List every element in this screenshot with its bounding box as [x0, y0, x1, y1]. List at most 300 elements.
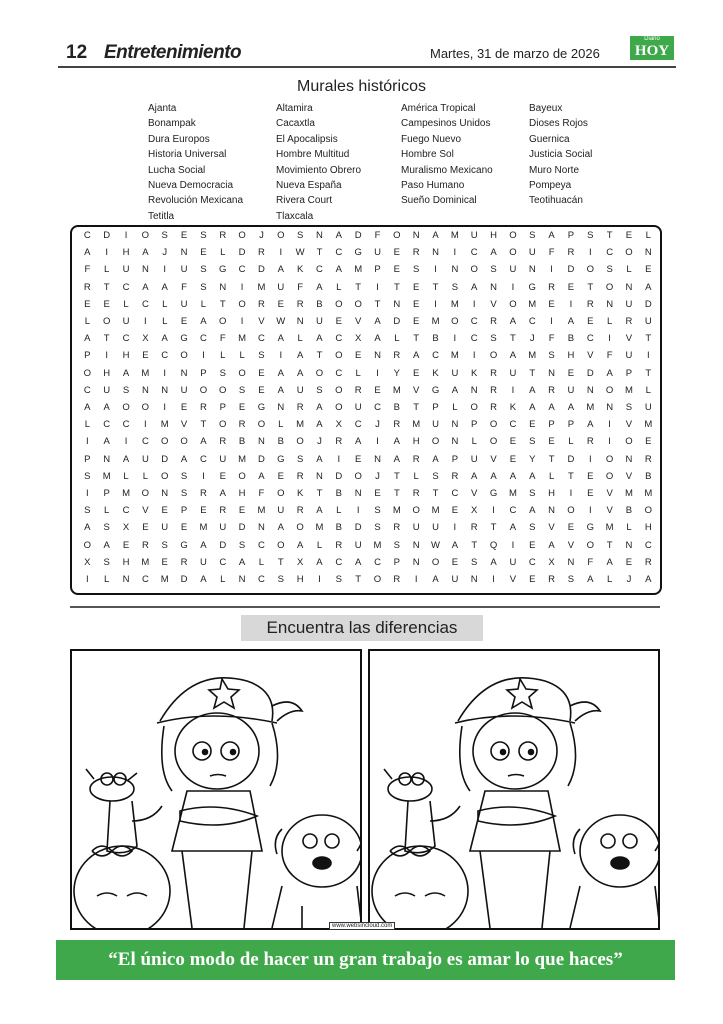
letter-cell[interactable]: L — [606, 316, 613, 327]
letter-cell[interactable]: F — [606, 350, 613, 362]
letter-cell[interactable]: A — [335, 264, 342, 276]
letter-cell[interactable]: N — [567, 556, 575, 568]
letter-cell[interactable]: S — [296, 453, 304, 465]
letter-cell[interactable]: M — [528, 298, 537, 310]
letter-cell[interactable]: C — [122, 505, 130, 517]
letter-cell[interactable]: I — [511, 384, 515, 396]
letter-cell[interactable]: M — [354, 264, 363, 276]
letter-cell[interactable]: D — [354, 230, 362, 241]
letter-cell[interactable]: M — [528, 350, 537, 362]
letter-cell[interactable]: O — [605, 453, 614, 465]
letter-cell[interactable]: O — [354, 470, 362, 482]
letter-cell[interactable]: R — [412, 488, 420, 499]
letter-cell[interactable]: A — [393, 436, 401, 448]
letter-cell[interactable]: A — [471, 281, 478, 293]
letter-cell[interactable]: R — [335, 436, 343, 448]
letter-cell[interactable]: T — [316, 247, 323, 259]
letter-cell[interactable]: U — [644, 316, 652, 327]
letter-cell[interactable]: E — [451, 556, 459, 568]
letter-cell[interactable]: O — [393, 230, 401, 241]
letter-cell[interactable]: A — [393, 453, 401, 465]
letter-cell[interactable]: M — [450, 298, 459, 310]
letter-cell[interactable]: L — [278, 419, 284, 431]
letter-cell[interactable]: A — [432, 453, 439, 465]
letter-cell[interactable]: A — [84, 522, 91, 534]
letter-cell[interactable]: A — [490, 556, 497, 568]
letter-cell[interactable]: U — [451, 367, 459, 379]
letter-cell[interactable]: R — [567, 247, 575, 259]
letter-cell[interactable]: T — [355, 574, 362, 585]
letter-cell[interactable]: T — [606, 230, 613, 241]
letter-cell[interactable]: N — [548, 505, 556, 517]
letter-cell[interactable]: H — [412, 436, 420, 448]
letter-cell[interactable]: I — [608, 436, 611, 448]
letter-cell[interactable]: C — [374, 402, 381, 413]
letter-cell[interactable]: I — [453, 522, 457, 534]
letter-cell[interactable]: I — [492, 574, 495, 585]
letter-cell[interactable]: C — [141, 436, 149, 448]
letter-cell[interactable]: S — [103, 522, 110, 534]
letter-cell[interactable]: F — [84, 264, 91, 276]
letter-cell[interactable]: B — [393, 402, 401, 413]
letter-cell[interactable]: N — [490, 281, 497, 293]
letter-cell[interactable]: G — [180, 333, 188, 345]
letter-cell[interactable]: V — [490, 298, 497, 310]
letter-cell[interactable]: N — [258, 522, 265, 534]
letter-cell[interactable]: X — [122, 522, 130, 534]
letter-cell[interactable]: O — [509, 230, 517, 241]
letter-cell[interactable]: S — [180, 470, 188, 482]
letter-cell[interactable]: P — [451, 453, 459, 465]
letter-cell[interactable]: A — [606, 556, 613, 568]
letter-cell[interactable]: K — [471, 367, 478, 379]
letter-cell[interactable]: E — [84, 298, 91, 310]
letter-cell[interactable]: R — [199, 488, 207, 499]
letter-cell[interactable]: A — [316, 453, 323, 465]
letter-cell[interactable]: O — [335, 350, 343, 362]
letter-cell[interactable]: T — [393, 470, 400, 482]
letter-cell[interactable]: I — [86, 436, 89, 448]
letter-cell[interactable]: S — [625, 402, 633, 413]
letter-cell[interactable]: I — [240, 281, 244, 293]
letter-cell[interactable]: E — [238, 402, 246, 413]
letter-cell[interactable]: R — [644, 453, 652, 465]
letter-cell[interactable]: A — [200, 574, 207, 585]
letter-cell[interactable]: O — [586, 264, 594, 276]
letter-cell[interactable]: L — [239, 350, 245, 362]
letter-cell[interactable]: A — [277, 264, 284, 276]
letter-cell[interactable]: M — [102, 470, 111, 482]
letter-cell[interactable]: C — [103, 419, 111, 431]
letter-cell[interactable]: N — [470, 574, 478, 585]
letter-cell[interactable]: N — [451, 419, 459, 431]
letter-cell[interactable]: N — [606, 402, 614, 413]
letter-cell[interactable]: N — [432, 247, 439, 259]
letter-cell[interactable]: C — [335, 247, 343, 259]
letter-cell[interactable]: E — [393, 264, 401, 276]
letter-cell[interactable]: N — [141, 384, 149, 396]
letter-cell[interactable]: P — [200, 367, 207, 379]
letter-cell[interactable]: R — [490, 316, 497, 327]
letter-cell[interactable]: O — [625, 247, 633, 259]
letter-cell[interactable]: E — [529, 539, 536, 551]
letter-cell[interactable]: T — [316, 350, 323, 362]
letter-cell[interactable]: A — [529, 384, 536, 396]
letter-cell[interactable]: J — [259, 230, 264, 241]
letter-cell[interactable]: P — [84, 453, 91, 465]
letter-cell[interactable]: C — [606, 247, 614, 259]
letter-cell[interactable]: A — [316, 281, 323, 293]
letter-cell[interactable]: O — [238, 230, 246, 241]
letter-cell[interactable]: J — [375, 419, 380, 431]
letter-cell[interactable]: U — [277, 281, 285, 293]
letter-cell[interactable]: O — [489, 419, 498, 431]
letter-cell[interactable]: E — [645, 264, 652, 276]
letter-cell[interactable]: A — [316, 402, 323, 413]
letter-cell[interactable]: E — [103, 298, 110, 310]
letter-cell[interactable]: U — [122, 316, 130, 327]
letter-cell[interactable]: L — [84, 419, 90, 431]
letter-cell[interactable]: N — [316, 230, 323, 241]
letter-cell[interactable]: N — [122, 574, 130, 585]
letter-cell[interactable]: L — [452, 402, 458, 413]
letter-cell[interactable]: C — [335, 333, 343, 345]
letter-cell[interactable]: C — [122, 419, 130, 431]
letter-cell[interactable]: S — [548, 350, 555, 362]
letter-cell[interactable]: E — [587, 470, 594, 482]
letter-cell[interactable]: I — [163, 264, 167, 276]
letter-cell[interactable]: S — [296, 230, 304, 241]
letter-cell[interactable]: M — [586, 402, 595, 413]
letter-cell[interactable]: A — [180, 453, 188, 465]
letter-cell[interactable]: S — [587, 230, 594, 241]
letter-cell[interactable]: T — [432, 281, 439, 293]
letter-cell[interactable]: O — [431, 436, 440, 448]
letter-cell[interactable]: G — [586, 522, 594, 534]
letter-cell[interactable]: A — [122, 367, 130, 379]
letter-cell[interactable]: N — [374, 453, 381, 465]
letter-cell[interactable]: I — [376, 436, 379, 448]
letter-cell[interactable]: X — [84, 556, 91, 568]
letter-cell[interactable]: I — [163, 402, 167, 413]
letter-cell[interactable]: C — [374, 556, 381, 568]
letter-cell[interactable]: R — [412, 453, 420, 465]
letter-cell[interactable]: R — [393, 350, 401, 362]
letter-cell[interactable]: O — [219, 384, 227, 396]
letter-cell[interactable]: I — [105, 247, 108, 259]
letter-cell[interactable]: L — [568, 436, 574, 448]
letter-cell[interactable]: E — [509, 436, 517, 448]
letter-cell[interactable]: S — [103, 556, 110, 568]
letter-cell[interactable]: E — [509, 453, 517, 465]
letter-cell[interactable]: A — [432, 230, 439, 241]
letter-cell[interactable]: B — [277, 436, 284, 448]
letter-cell[interactable]: O — [238, 470, 246, 482]
letter-cell[interactable]: I — [588, 505, 592, 517]
letter-cell[interactable]: R — [180, 556, 188, 568]
letter-cell[interactable]: L — [471, 436, 477, 448]
letter-cell[interactable]: A — [316, 505, 323, 517]
letter-cell[interactable]: D — [103, 230, 111, 241]
letter-cell[interactable]: L — [645, 384, 651, 396]
letter-cell[interactable]: S — [161, 230, 168, 241]
letter-cell[interactable]: A — [490, 470, 497, 482]
letter-cell[interactable]: S — [200, 230, 207, 241]
letter-cell[interactable]: C — [258, 333, 265, 345]
letter-cell[interactable]: I — [588, 247, 592, 259]
letter-cell[interactable]: S — [471, 556, 478, 568]
letter-cell[interactable]: A — [84, 402, 91, 413]
letter-cell[interactable]: S — [219, 367, 226, 379]
letter-cell[interactable]: E — [587, 488, 594, 499]
letter-cell[interactable]: N — [606, 298, 614, 310]
letter-cell[interactable]: C — [470, 333, 478, 345]
letter-cell[interactable]: N — [412, 556, 420, 568]
letter-cell[interactable]: E — [161, 556, 168, 568]
letter-cell[interactable]: B — [316, 298, 323, 310]
letter-cell[interactable]: P — [180, 505, 188, 517]
letter-cell[interactable]: O — [489, 436, 498, 448]
letter-cell[interactable]: T — [316, 488, 323, 499]
letter-cell[interactable]: S — [374, 522, 381, 534]
letter-cell[interactable]: O — [373, 574, 382, 585]
letter-cell[interactable]: P — [625, 367, 633, 379]
letter-cell[interactable]: D — [258, 264, 265, 276]
letter-cell[interactable]: T — [413, 333, 420, 345]
letter-cell[interactable]: W — [431, 539, 441, 551]
letter-cell[interactable]: A — [374, 333, 381, 345]
letter-cell[interactable]: A — [490, 247, 497, 259]
letter-cell[interactable]: M — [605, 522, 614, 534]
letter-cell[interactable]: T — [490, 522, 497, 534]
letter-cell[interactable]: A — [606, 367, 613, 379]
letter-cell[interactable]: I — [124, 230, 128, 241]
letter-cell[interactable]: N — [161, 488, 169, 499]
letter-cell[interactable]: N — [625, 453, 633, 465]
letter-cell[interactable]: S — [432, 470, 439, 482]
letter-cell[interactable]: M — [431, 316, 440, 327]
letter-cell[interactable]: C — [354, 419, 362, 431]
letter-cell[interactable]: U — [103, 384, 111, 396]
letter-cell[interactable]: U — [644, 402, 652, 413]
letter-cell[interactable]: A — [142, 281, 149, 293]
letter-cell[interactable]: E — [219, 470, 226, 482]
letter-cell[interactable]: I — [240, 316, 244, 327]
letter-cell[interactable]: M — [644, 488, 653, 499]
letter-cell[interactable]: F — [374, 230, 381, 241]
letter-cell[interactable]: A — [200, 316, 207, 327]
letter-cell[interactable]: V — [258, 316, 265, 327]
letter-cell[interactable]: O — [335, 298, 343, 310]
letter-cell[interactable]: D — [161, 453, 169, 465]
letter-cell[interactable]: I — [356, 505, 360, 517]
letter-cell[interactable]: A — [277, 367, 284, 379]
letter-cell[interactable]: S — [413, 264, 420, 276]
letter-cell[interactable]: A — [103, 539, 110, 551]
letter-cell[interactable]: I — [453, 333, 457, 345]
letter-cell[interactable]: H — [296, 574, 304, 585]
letter-cell[interactable]: I — [86, 574, 89, 585]
letter-cell[interactable]: C — [161, 350, 169, 362]
letter-cell[interactable]: S — [84, 505, 91, 517]
letter-cell[interactable]: C — [451, 488, 459, 499]
letter-cell[interactable]: U — [412, 522, 420, 534]
letter-cell[interactable]: K — [432, 367, 439, 379]
letter-cell[interactable]: C — [83, 230, 91, 241]
letter-cell[interactable]: E — [587, 316, 594, 327]
letter-cell[interactable]: F — [258, 488, 265, 499]
letter-cell[interactable]: A — [413, 350, 420, 362]
letter-cell[interactable]: R — [296, 470, 304, 482]
letter-cell[interactable]: I — [646, 350, 650, 362]
letter-cell[interactable]: R — [335, 539, 343, 551]
letter-cell[interactable]: S — [161, 539, 168, 551]
letter-cell[interactable]: M — [625, 384, 633, 396]
letter-cell[interactable]: S — [180, 488, 188, 499]
letter-cell[interactable]: G — [219, 264, 227, 276]
letter-cell[interactable]: N — [161, 384, 169, 396]
letter-cell[interactable]: H — [548, 488, 556, 499]
letter-cell[interactable]: O — [83, 539, 92, 551]
letter-cell[interactable]: C — [219, 556, 227, 568]
letter-cell[interactable]: I — [202, 350, 205, 362]
letter-cell[interactable]: C — [335, 556, 343, 568]
letter-cell[interactable]: N — [548, 367, 556, 379]
letter-cell[interactable]: M — [141, 556, 150, 568]
letter-cell[interactable]: A — [296, 539, 304, 551]
letter-cell[interactable]: O — [489, 350, 498, 362]
letter-cell[interactable]: P — [374, 264, 381, 276]
letter-cell[interactable]: C — [199, 453, 207, 465]
letter-cell[interactable]: I — [202, 470, 205, 482]
letter-cell[interactable]: B — [238, 436, 246, 448]
letter-cell[interactable]: T — [471, 539, 478, 551]
letter-cell[interactable]: M — [450, 350, 459, 362]
letter-cell[interactable]: A — [277, 522, 284, 534]
letter-cell[interactable]: N — [451, 436, 459, 448]
letter-cell[interactable]: Q — [489, 539, 498, 551]
letter-cell[interactable]: T — [393, 281, 400, 293]
letter-cell[interactable]: E — [567, 281, 575, 293]
letter-cell[interactable]: U — [296, 384, 304, 396]
letter-cell[interactable]: L — [336, 281, 342, 293]
letter-cell[interactable]: T — [606, 539, 613, 551]
letter-cell[interactable]: T — [568, 470, 574, 482]
letter-cell[interactable]: N — [412, 539, 420, 551]
letter-cell[interactable]: O — [567, 505, 575, 517]
letter-cell[interactable]: N — [316, 470, 323, 482]
letter-cell[interactable]: E — [645, 436, 652, 448]
letter-cell[interactable]: P — [471, 419, 478, 431]
letter-cell[interactable]: X — [335, 419, 342, 431]
letter-cell[interactable]: U — [528, 247, 536, 259]
letter-cell[interactable]: I — [472, 350, 476, 362]
letter-cell[interactable]: O — [586, 539, 594, 551]
letter-cell[interactable]: G — [180, 539, 188, 551]
letter-cell[interactable]: A — [509, 316, 517, 327]
letter-cell[interactable]: V — [606, 488, 613, 499]
letter-cell[interactable]: F — [548, 333, 555, 345]
letter-cell[interactable]: O — [238, 367, 246, 379]
letter-cell[interactable]: R — [219, 230, 227, 241]
letter-cell[interactable]: V — [142, 505, 149, 517]
letter-cell[interactable]: S — [374, 505, 381, 517]
letter-cell[interactable]: S — [238, 539, 246, 551]
letter-cell[interactable]: O — [509, 298, 517, 310]
letter-cell[interactable]: V — [471, 488, 478, 499]
letter-cell[interactable]: S — [529, 230, 536, 241]
letter-cell[interactable]: V — [625, 470, 633, 482]
letter-cell[interactable]: V — [354, 316, 362, 327]
letter-cell[interactable]: R — [644, 556, 652, 568]
letter-cell[interactable]: O — [277, 539, 285, 551]
letter-cell[interactable]: E — [529, 419, 536, 431]
letter-cell[interactable]: P — [432, 402, 439, 413]
letter-cell[interactable]: C — [509, 419, 517, 431]
letter-cell[interactable]: O — [219, 316, 227, 327]
letter-cell[interactable]: M — [257, 281, 266, 293]
letter-cell[interactable]: A — [316, 556, 323, 568]
letter-cell[interactable]: V — [413, 384, 420, 396]
letter-cell[interactable]: A — [509, 470, 517, 482]
letter-cell[interactable]: S — [200, 264, 207, 276]
letter-cell[interactable]: A — [219, 488, 226, 499]
letter-cell[interactable]: Y — [529, 453, 536, 465]
letter-cell[interactable]: D — [238, 247, 246, 259]
letter-cell[interactable]: L — [645, 230, 651, 241]
letter-cell[interactable]: R — [625, 316, 633, 327]
letter-cell[interactable]: U — [470, 230, 478, 241]
letter-cell[interactable]: H — [122, 350, 130, 362]
letter-cell[interactable]: O — [257, 419, 266, 431]
letter-cell[interactable]: T — [645, 367, 652, 379]
letter-cell[interactable]: E — [374, 384, 381, 396]
letter-cell[interactable]: C — [528, 316, 536, 327]
letter-cell[interactable]: U — [141, 453, 149, 465]
letter-cell[interactable]: T — [510, 333, 516, 345]
letter-cell[interactable]: J — [626, 574, 632, 585]
letter-cell[interactable]: O — [625, 436, 633, 448]
letter-cell[interactable]: R — [296, 402, 304, 413]
letter-cell[interactable]: N — [412, 230, 420, 241]
letter-cell[interactable]: I — [492, 505, 495, 517]
letter-cell[interactable]: A — [277, 384, 284, 396]
letter-cell[interactable]: N — [141, 264, 149, 276]
letter-cell[interactable]: E — [567, 367, 575, 379]
letter-cell[interactable]: Y — [393, 367, 401, 379]
letter-cell[interactable]: J — [529, 333, 535, 345]
letter-cell[interactable]: B — [335, 522, 342, 534]
letter-cell[interactable]: T — [432, 488, 439, 499]
letter-cell[interactable]: G — [257, 402, 266, 413]
letter-cell[interactable]: C — [644, 539, 652, 551]
letter-cell[interactable]: O — [180, 350, 188, 362]
letter-cell[interactable]: E — [451, 505, 459, 517]
letter-cell[interactable]: N — [180, 247, 188, 259]
letter-cell[interactable]: E — [258, 384, 265, 396]
letter-cell[interactable]: O — [335, 384, 343, 396]
letter-cell[interactable]: N — [258, 436, 265, 448]
letter-cell[interactable]: C — [335, 367, 343, 379]
letter-cell[interactable]: H — [122, 247, 130, 259]
letter-cell[interactable]: O — [354, 298, 362, 310]
letter-cell[interactable]: E — [238, 505, 246, 517]
letter-cell[interactable]: U — [199, 556, 207, 568]
letter-cell[interactable]: V — [625, 333, 633, 345]
letter-cell[interactable]: V — [567, 539, 575, 551]
letter-cell[interactable]: U — [625, 350, 633, 362]
letter-cell[interactable]: H — [490, 230, 497, 241]
